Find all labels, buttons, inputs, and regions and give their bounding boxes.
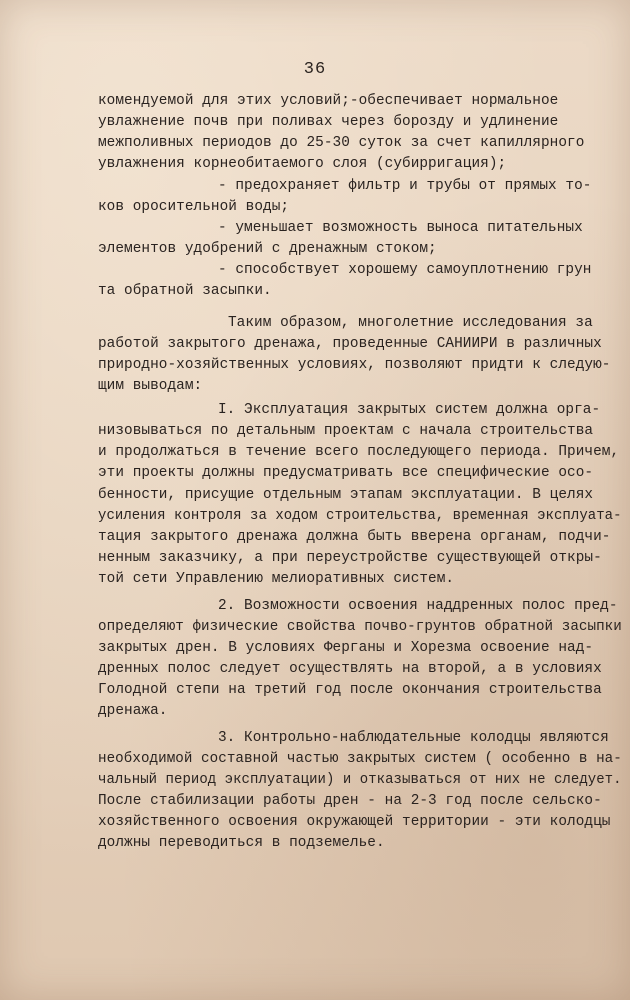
text-line: - способствует хорошему самоуплотнению грун [218,262,592,278]
text-line: ков оросительной воды; [98,199,290,215]
text-line: 2. Возможности освоения наддренных полос пред- [218,598,618,614]
text-line: межполивных периодов до 25-30 суток за счет капиллярного [98,135,585,151]
text-line: увлажнения корнеобитаемого слоя (субирригация); [98,156,507,172]
text-line: дренных полос следует осуществлять на второй, а в условиях [98,661,602,677]
text-line: должны переводиться в подземелье. [98,835,385,851]
page-number: 36 [303,60,327,79]
text-line: комендуемой для этих условий;-обеспечивает нормальное [98,93,559,109]
text-line: необходимой составной частью закрытых систем ( особенно в на- [98,751,622,767]
text-line: увлажнение почв при поливах через борозду и удлинение [98,114,559,130]
text-line: дренажа. [98,703,168,719]
text-line: та обратной засыпки. [98,283,272,299]
text-line: - предохраняет фильтр и трубы от прямых то- [218,178,592,194]
text-line: и продолжаться в течение всего последующего периода. Причем, [98,444,620,460]
text-line: закрытых дрен. В условиях Ферганы и Хорезма освоение над- [98,640,594,656]
text-line: определяют физические свойства почво-грунтов обратной засыпки [98,619,622,635]
text-line: бенности, присущие отдельным этапам эксплуатации. В целях [98,487,594,503]
text-line: тация закрытого дренажа должна быть вверена органам, подчи- [98,529,611,545]
text-line: элементов удобрений с дренажным стоком; [98,241,437,257]
text-line: работой закрытого дренажа, проведенные САНИИРИ в различных [98,336,602,352]
text-line: эти проекты должны предусматривать все специфические осо- [98,465,594,481]
text-line: После стабилизации работы дрен - на 2-3 год после сельско- [98,793,602,809]
text-line: Голодной степи на третий год после окончания строительства [98,682,602,698]
text-line: природно-хозяйственных условиях, позволяют придти к следую- [98,357,611,373]
text-line: той сети Управлению мелиоративных систем. [98,571,455,587]
text-line: чальный период эксплуатации) и отказываться от них не следует. [98,772,622,788]
text-line: ненным заказчику, а при переустройстве существующей откры- [98,550,602,566]
text-line: щим выводам: [98,378,203,394]
text-line: низовываться по детальным проектам с начала строительства [98,423,594,439]
text-line: усиления контроля за ходом строительства, временная эксплуата- [98,508,622,524]
text-line: Таким образом, многолетние исследования за [228,315,593,331]
text-line: хозяйственного освоения окружающей территории - эти колодцы [98,814,611,830]
text-line: - уменьшает возможность выноса питательных [218,220,583,236]
text-line: I. Эксплуатация закрытых систем должна орга- [218,402,601,418]
text-line: 3. Контрольно-наблюдательные колодцы являются [218,730,609,746]
